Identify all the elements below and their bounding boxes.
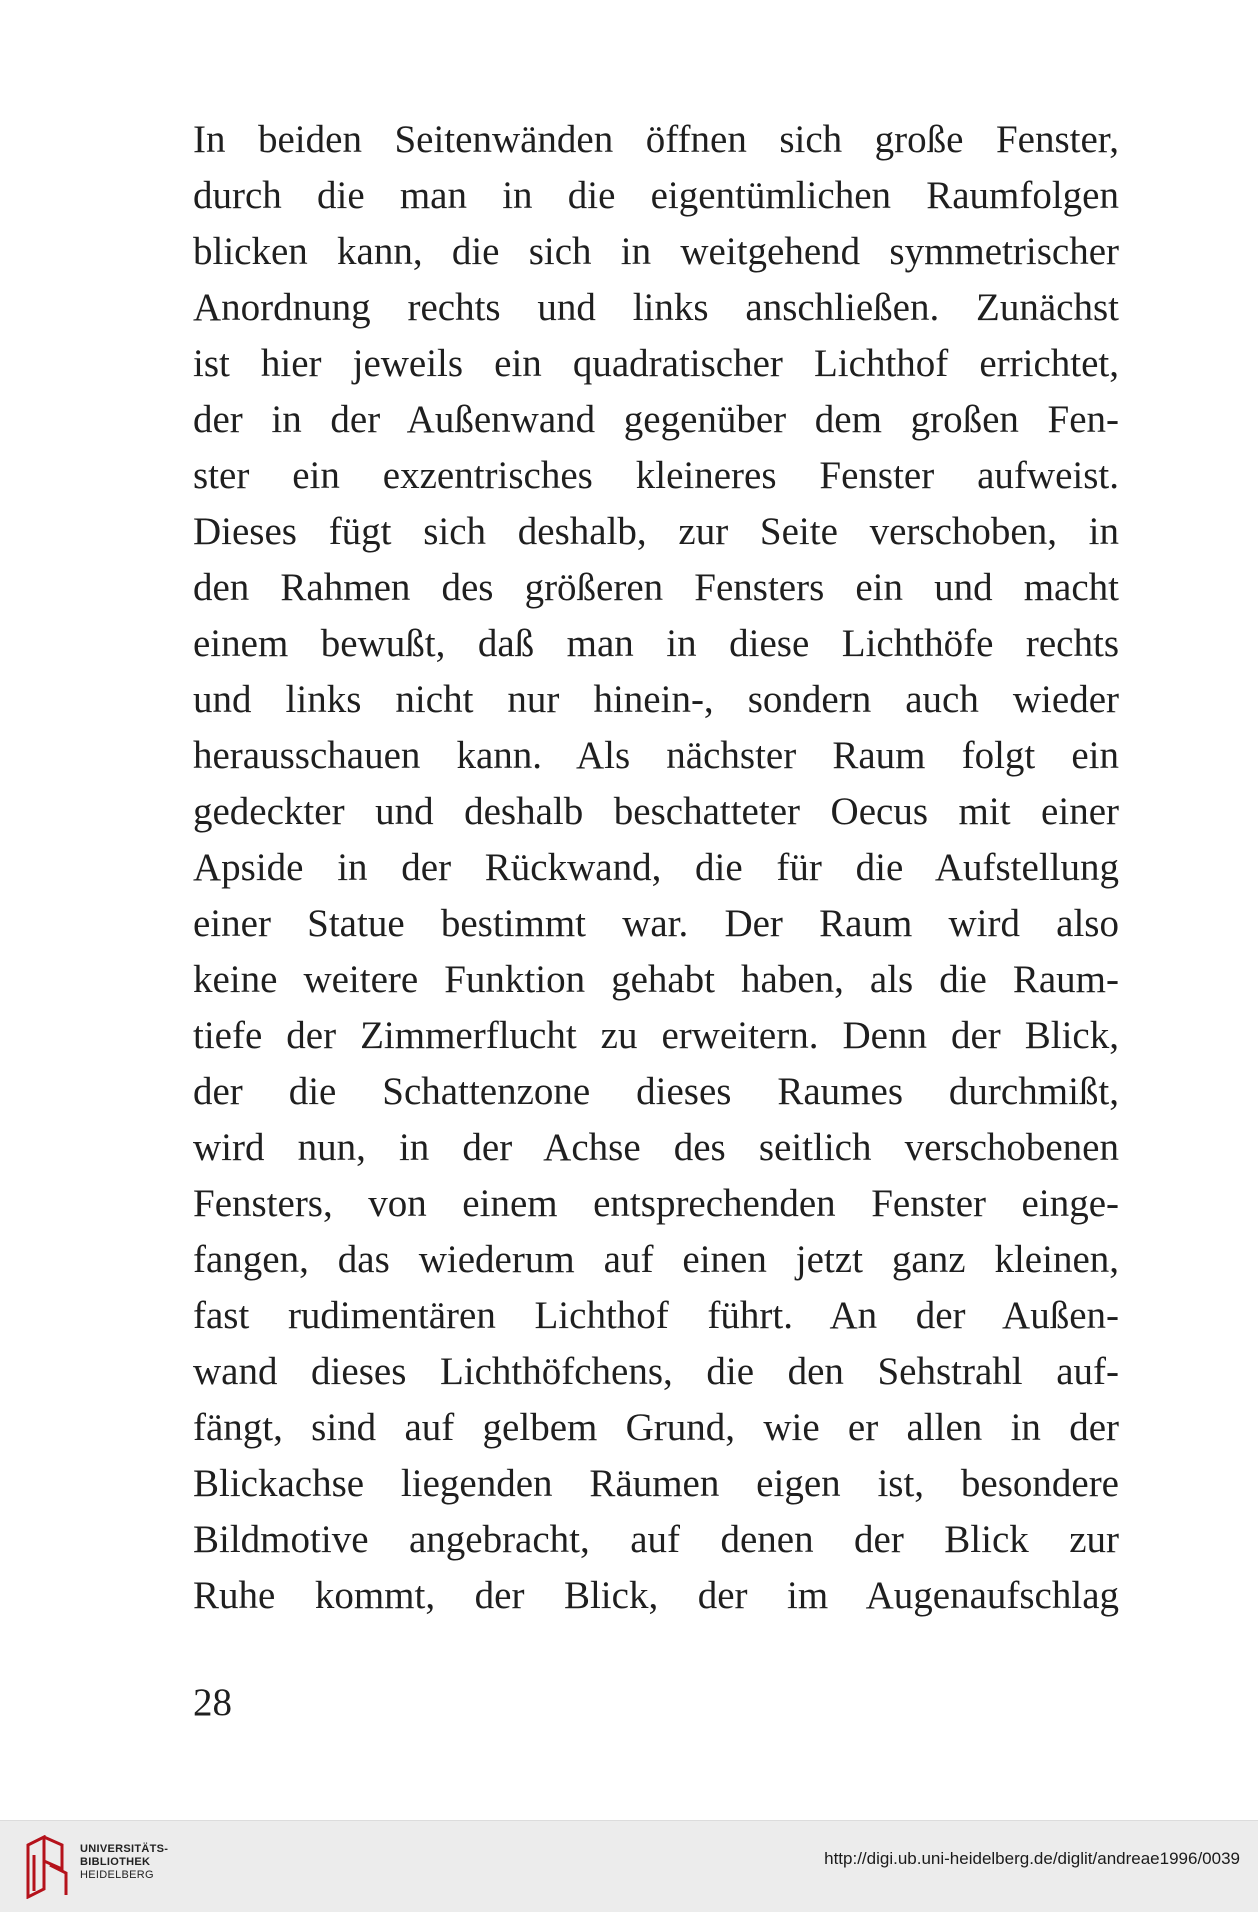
text-line: fast rudimentären Lichthof führt. An der Außen-	[193, 1294, 1119, 1337]
text-line: fangen, das wiederum auf einen jetzt ganz kleinen,	[193, 1238, 1119, 1281]
text-line: Blickachse liegenden Räumen eigen ist, besondere	[193, 1462, 1119, 1505]
text-line: Bildmotive angebracht, auf denen der Blick zur	[193, 1518, 1119, 1561]
text-line: der in der Außenwand gegenüber dem großen Fen-	[193, 398, 1119, 441]
footer-bar	[0, 1820, 1258, 1912]
page-number: 28	[193, 1681, 232, 1724]
source-url-link[interactable]: http://digi.ub.uni-heidelberg.de/diglit/andreae1996/0039	[824, 1849, 1240, 1868]
text-line: den Rahmen des größeren Fensters ein und macht	[193, 566, 1119, 609]
text-line: fängt, sind auf gelbem Grund, wie er allen in der	[193, 1406, 1119, 1449]
text-line: Anordnung rechts und links anschließen. Zunächst	[193, 286, 1119, 329]
text-line: herausschauen kann. Als nächster Raum folgt ein	[193, 734, 1119, 777]
text-line: einem bewußt, daß man in diese Lichthöfe rechts	[193, 622, 1119, 665]
text-line: Fensters, von einem entsprechenden Fenster einge-	[193, 1182, 1119, 1225]
text-line: und links nicht nur hinein-, sondern auch wieder	[193, 678, 1119, 721]
text-line: ist hier jeweils ein quadratischer Lichthof errichtet,	[193, 342, 1119, 385]
text-line: wand dieses Lichthöfchens, die den Sehstrahl auf-	[193, 1350, 1119, 1393]
text-line: der die Schattenzone dieses Raumes durchmißt,	[193, 1070, 1119, 1113]
library-name-line: BIBLIOTHEK	[80, 1856, 151, 1868]
library-name-line: UNIVERSITÄTS-	[80, 1843, 169, 1855]
text-line: Ruhe kommt, der Blick, der im Augenaufschlag	[193, 1574, 1119, 1617]
text-line: Dieses fügt sich deshalb, zur Seite verschoben, in	[193, 510, 1119, 553]
text-line: einer Statue bestimmt war. Der Raum wird also	[193, 902, 1119, 945]
text-line: Apside in der Rückwand, die für die Aufstellung	[193, 846, 1119, 889]
library-name-line: HEIDELBERG	[80, 1869, 154, 1881]
library-name	[80, 1843, 168, 1882]
text-line: durch die man in die eigentümlichen Raumfolgen	[193, 174, 1119, 217]
text-line: ster ein exzentrisches kleineres Fenster aufweist.	[193, 454, 1119, 497]
text-line: In beiden Seitenwänden öffnen sich große Fenster,	[193, 118, 1119, 161]
text-line: blicken kann, die sich in weitgehend symmetrischer	[193, 230, 1119, 273]
body-text	[193, 112, 1119, 1624]
text-line: wird nun, in der Achse des seitlich verschobenen	[193, 1126, 1119, 1169]
library-logo-icon	[22, 1835, 72, 1899]
text-line: tiefe der Zimmerflucht zu erweitern. Denn der Blick,	[193, 1014, 1119, 1057]
text-line: keine weitere Funktion gehabt haben, als die Raum-	[193, 958, 1119, 1001]
logo-mark	[28, 1837, 66, 1897]
text-line: gedeckter und deshalb beschatteter Oecus mit einer	[193, 790, 1119, 833]
